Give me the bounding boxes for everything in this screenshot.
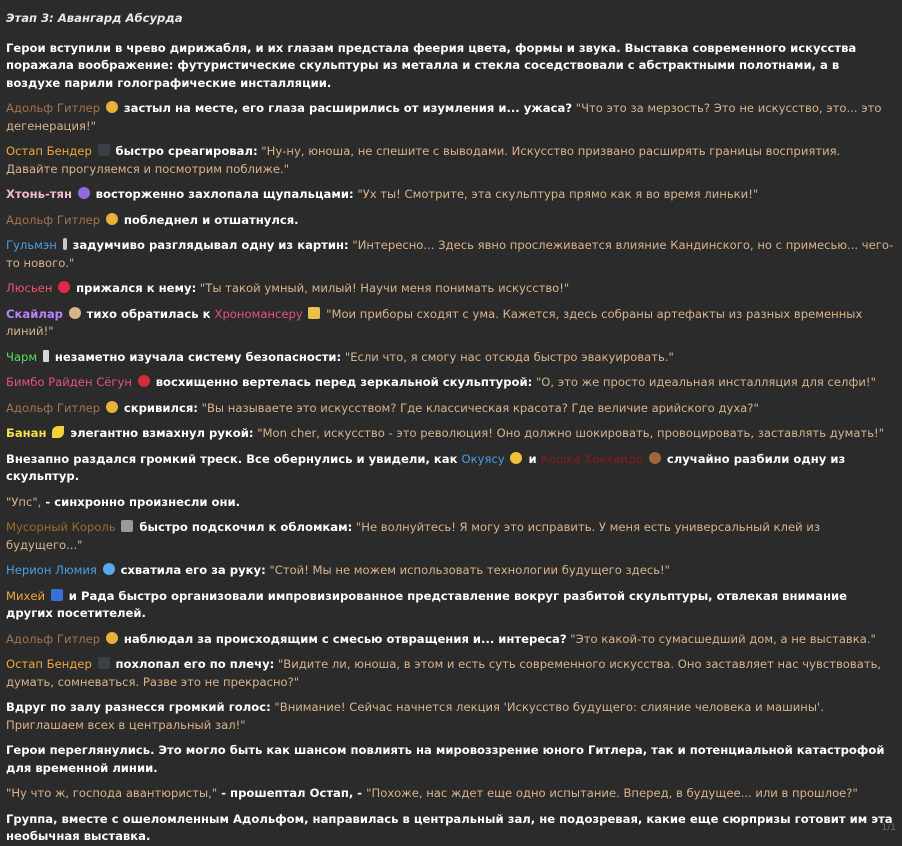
quote-text: "Вы называете это искусством? Где классическая красота? Где величие арийского духа?" [201,400,759,415]
hourglass-icon [308,307,320,319]
heroes-paragraph: Герои переглянулись. Это могло быть как шансом повлиять на мировоззрение юного Гитлера, так и потенциальной катастрофой для временной линии. [6,743,885,775]
quote-text: "Не волнуйтесь! Я могу это исправить. У меня есть универсальный клей из будущего..." [6,520,821,552]
page-counter: 1/1 [881,823,896,833]
cat-icon [649,452,661,464]
action-text: скривился: [119,400,198,415]
action-text: наблюдал за происходящим с смесью отвращения и... интереса? [119,631,567,646]
dialog-line [6,237,894,272]
action-text: быстро среагировал: [111,144,258,158]
person-icon [69,307,81,319]
speaker-name[interactable]: Адольф Гитлер [6,400,101,415]
quote-text: "Похоже, нас ждет еще одно испытание. Вперед, в будущее... или в прошлое?" [366,786,858,800]
dialog-line [6,100,894,135]
narration-text: - синхронно произнесли они. [41,494,241,509]
action-text: незаметно изучала систему безопасности: [50,349,342,364]
quote-text: "Ты такой умный, милый! Научи меня понимать искусство!" [199,281,570,295]
crack-text: случайно разбили одну из скульптур. [6,451,846,483]
narration-text: - прошептал Остап, - [217,786,367,800]
target-name[interactable]: Хрономансеру [214,306,303,321]
action-text: быстро подскочил к обломкам: [135,520,353,534]
quote-text: "О, это же просто идеальная инсталляция для селфи!" [535,375,876,389]
speaker-name[interactable]: Остап Бендер [6,144,92,158]
alien-icon [78,187,90,199]
narration-text: Вдруг по залу разнесся громкий голос: [6,700,271,714]
speaker-name[interactable]: Бимбо Райден Сёгун [6,375,132,389]
crack-text: Внезапно раздался громкий треск. Все обернулись и увидели, как [6,451,462,466]
quote-text: "Ну-ну, юноша, не спешите с выводами. Искусство призвано расширять границы восприятия. Давайте прогуляемся и посмотрим поближе." [6,144,841,176]
speaker-name[interactable]: Чарм [6,349,38,364]
speaker-name[interactable]: Мусорный Король [6,520,116,534]
character-name[interactable]: Окуясу [461,451,505,466]
speaker-name[interactable]: Гульмэн [6,238,57,252]
dialog-line [6,562,894,580]
voice-paragraph [6,699,894,734]
dialog-line [6,374,894,392]
dialog-line [6,519,894,554]
banana-icon [52,426,64,438]
action-text: побледнел и отшатнулся. [119,212,299,227]
dialog-line [6,349,894,367]
lips-icon [138,375,150,387]
dialog-line [6,186,894,204]
wand-icon [43,350,49,362]
face-icon [106,213,118,225]
trash-icon [121,520,133,532]
stage-title: Этап 3: Авангард Абсурда [6,11,183,25]
dialog-line [6,631,894,649]
dialog-line [6,280,894,298]
quote-text: "Стой! Мы не можем использовать технологии будущего здесь!" [269,563,671,577]
speaker-name[interactable]: Нерион Люмия [6,563,97,577]
crack-paragraph [6,451,894,486]
ups-paragraph [6,494,894,512]
dialog-line [6,656,894,691]
quote-text: "Что это за мерзость? Это не искусство, это... это дегенерация!" [6,101,882,133]
dialog-line [6,212,894,230]
quote-text: "Упс", [6,494,42,509]
quote-text: "Мои приборы сходят с ума. Кажется, здесь собраны артефакты из разных временных линий!" [6,306,863,338]
speaker-name[interactable]: Адольф Гитлер [6,631,101,646]
character-name[interactable]: Кошка Хоккайдо [540,451,644,466]
action-text: восхищенно вертелась перед зеркальной скульптурой: [151,375,533,389]
action-text: схватила его за руку: [116,563,266,577]
dialog-line [6,588,894,623]
action-text: восторженно захлопала щупальцами: [91,187,354,201]
hand-icon [510,452,522,464]
action-text: элегантно взмахнул рукой: [66,426,254,440]
dialog-line [6,306,894,341]
speaker-name[interactable]: Адольф Гитлер [6,212,101,227]
masks-icon [51,589,63,601]
face-icon [106,101,118,113]
action-text: задумчиво разглядывал одну из картин: [68,238,349,252]
heart-icon [58,281,70,293]
quote-text: "Интересно... Здесь явно прослеживается влияние Кандинского, но с примесью... чего-то нового." [6,238,894,270]
dialog-line [6,425,894,443]
action-text: тихо обратилась к [82,306,215,321]
speaker-name[interactable]: Адольф Гитлер [6,101,101,115]
quote-text: "Ух ты! Смотрите, эта скульптура прямо как я во время линьки!" [357,187,759,201]
crack-text: и [524,451,541,466]
book-icon [98,657,110,669]
action-text: похлопал его по плечу: [111,657,275,671]
speaker-name[interactable]: Люсьен [6,281,53,295]
figure-icon [63,238,67,250]
outro-paragraph: Группа, вместе с ошеломленным Адольфом, направилась в центральный зал, не подозревая, какие еще сюрпризы готовит им эта необычная выставка. [6,811,893,843]
quote-text: "Это какой-то сумасшедший дом, а не выставка." [570,631,876,646]
speaker-name[interactable]: Банан [6,426,47,440]
whisper-paragraph [6,785,894,803]
quote-text: "Mon cher, искусство - это революция! Оно должно шокировать, провоцировать, заставлять думать!" [257,426,885,440]
speaker-name[interactable]: Остап Бендер [6,657,92,671]
dialog-line [6,400,894,418]
action-text: и Рада быстро организовали импровизированное представление вокруг разбитой скульптуры, отвлекая внимание других посетителей. [6,588,847,620]
quote-text: "Видите ли, юноша, в этом и есть суть современного искусства. Оно заставляет нас чувствовать, думать, сомневаться. Разве это не прекрасно?" [6,657,882,689]
book-icon [98,144,110,156]
action-text: прижался к нему: [72,281,197,295]
gem-icon [103,563,115,575]
speaker-name[interactable]: Хтонь-тян [6,187,72,201]
intro-paragraph: Герои вступили в чрево дирижабля, и их глазам предстала феерия цвета, формы и звука. Выставка современного искусства поражала воображение: футуристические скульптуры из металла и стекла соседствовали с абстрактными полотнами, а в воздухе парили голографические инсталляции. [6,40,857,90]
speaker-name[interactable]: Михей [6,588,46,603]
quote-text: "Ну что ж, господа авантюристы," [6,786,218,800]
speaker-name[interactable]: Скайлар [6,306,63,321]
action-text: застыл на месте, его глаза расширились от изумления и... ужаса? [119,101,573,115]
face-icon [106,632,118,644]
quote-text: "Внимание! Сейчас начнется лекция 'Искусство будущего: слияние человека и машины'. Приглашаем всех в центральный зал!" [6,700,824,732]
dialog-line [6,143,894,178]
quote-text: "Если что, я смогу нас отсюда быстро эвакуировать." [344,349,674,364]
face-icon [106,401,118,413]
